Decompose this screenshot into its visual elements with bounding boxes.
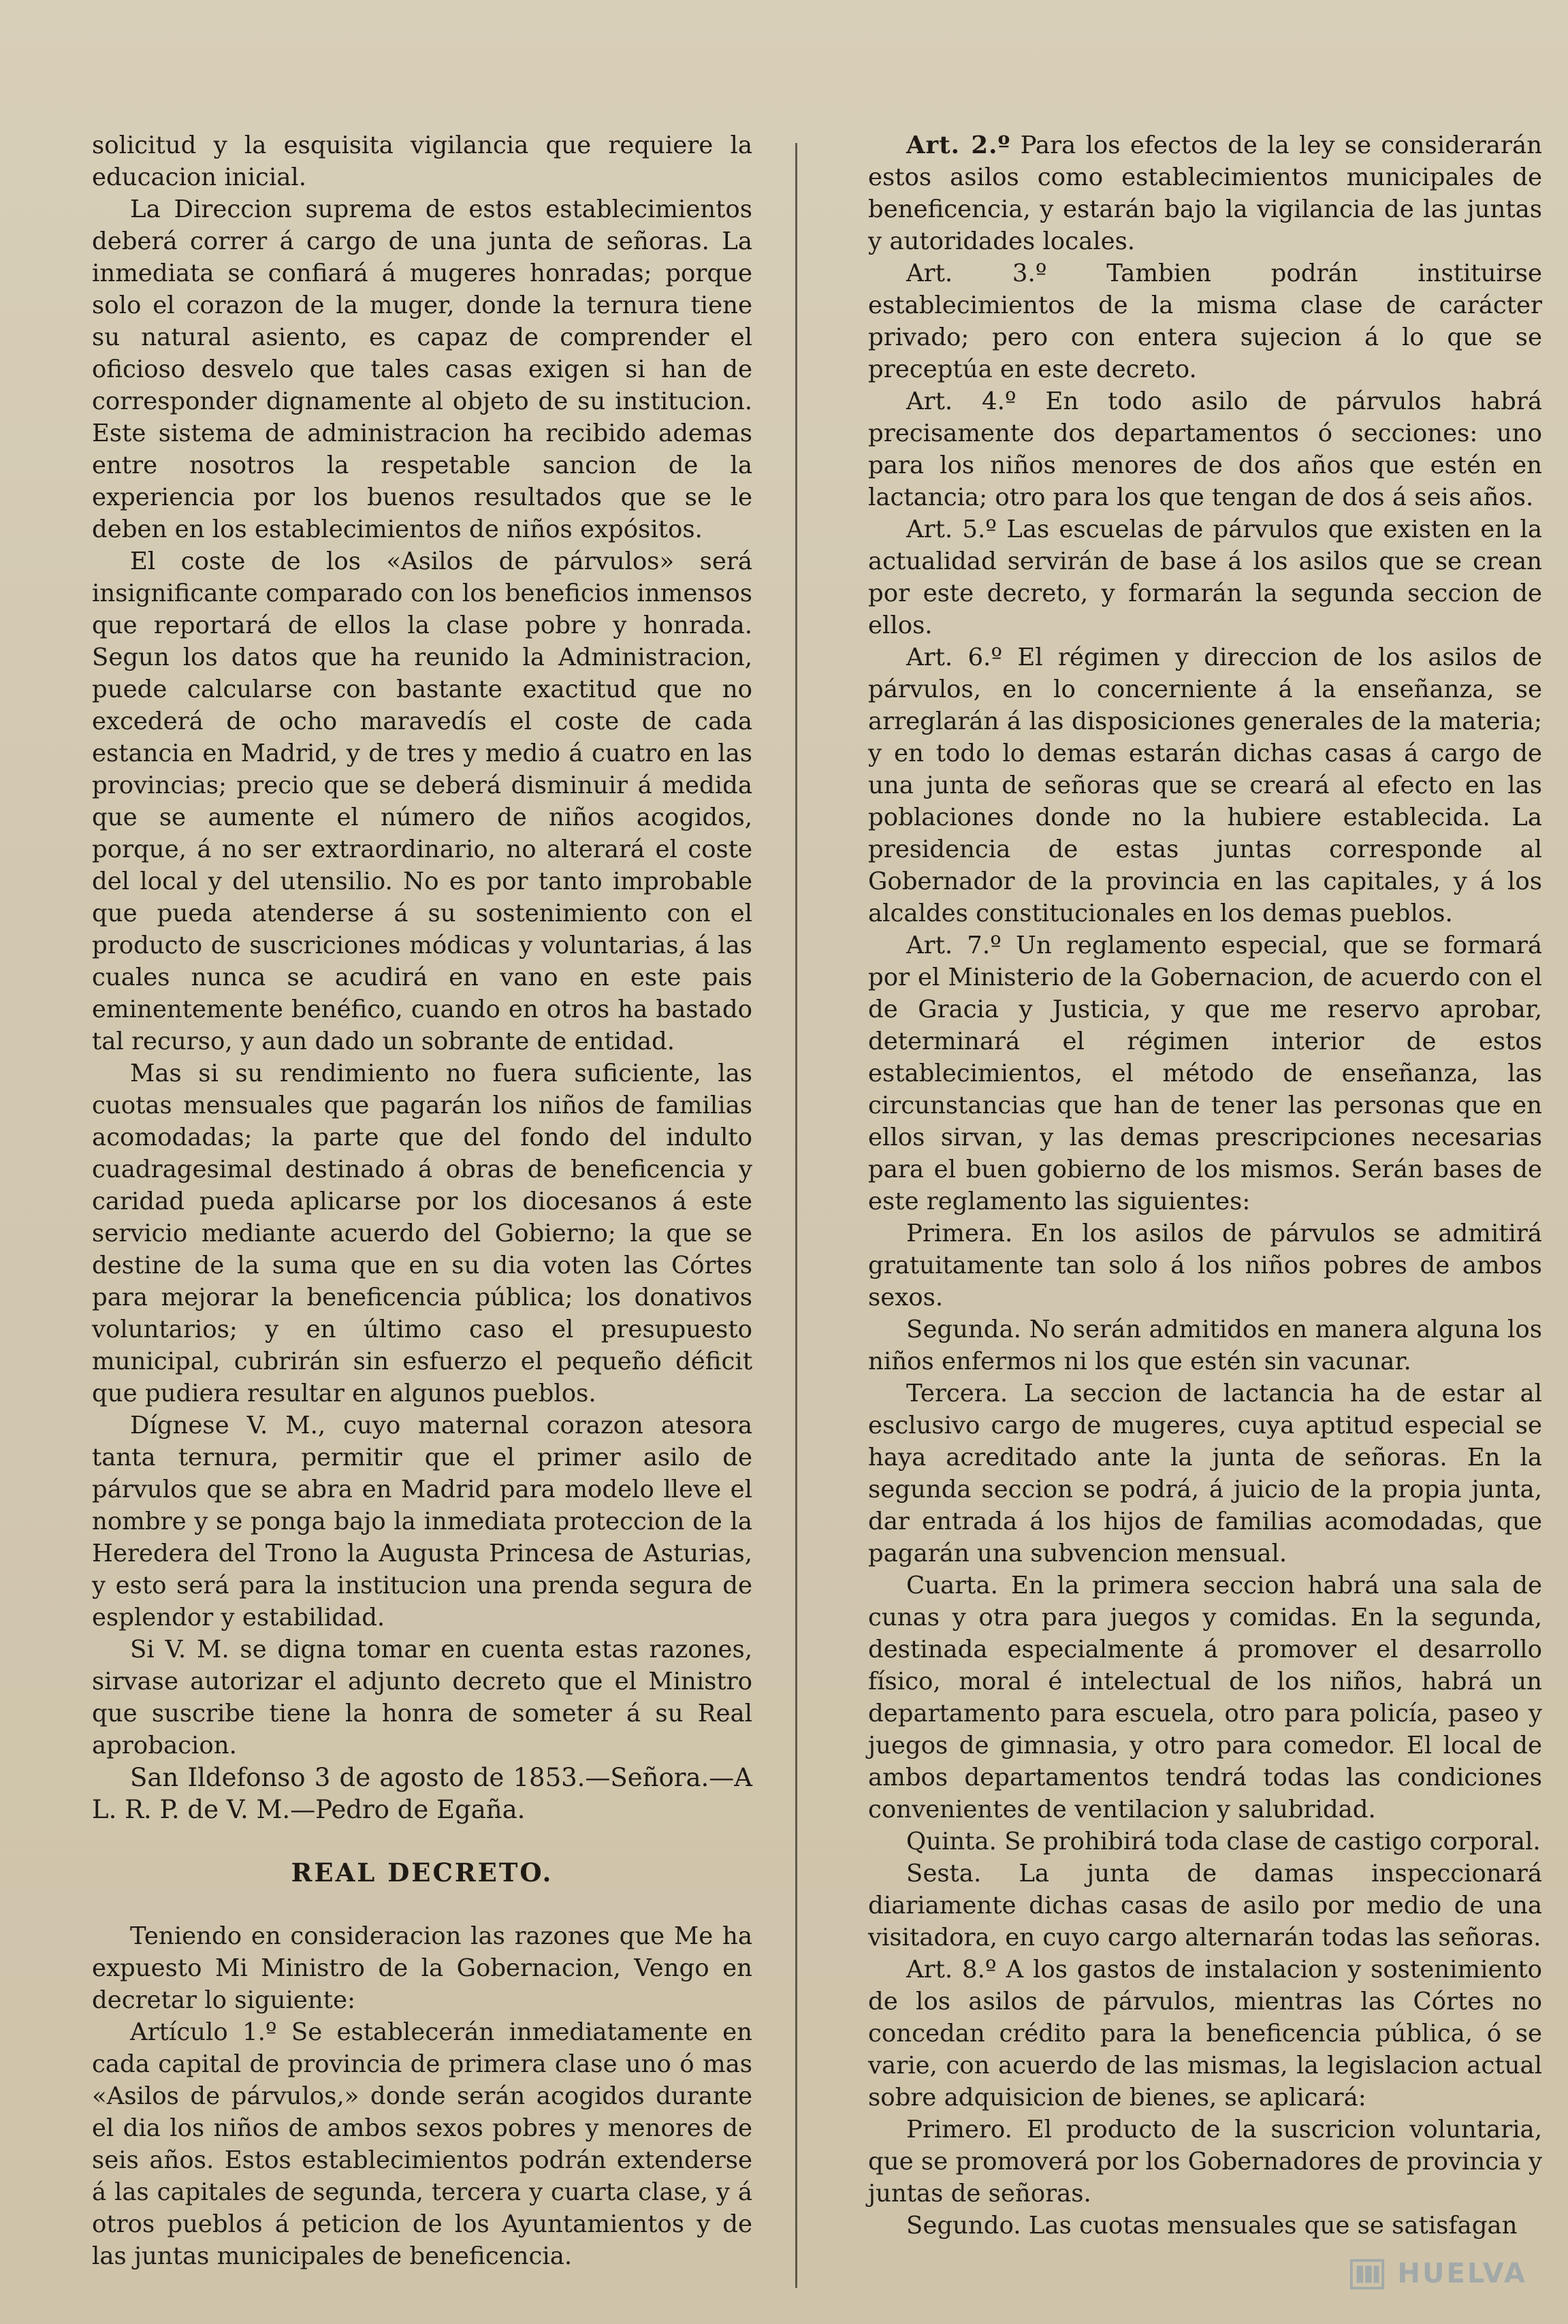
article-lead: Art. 5.º [906, 515, 997, 543]
base-lead: Sesta. [906, 1860, 982, 1888]
base-text: Se prohibirá toda clase de castigo corporal. [1004, 1828, 1541, 1856]
paragraph-1: La Direccion suprema de estos establecimientos deberá correr á cargo de una junta de señoras. La inmediata se confiará á mugeres honradas; porque solo el corazon de la muger, donde la ternura tiene su natural asiento, es capaz de comprender el oficioso desvelo que tales casas exigen si han de corresponder dignamente al objeto de su institucion. Este sistema de administracion ha recibido ademas entre nosotros la respetable sancion de la experiencia por los buenos resultados que se le deben en los establecimientos de niños expósitos. [92, 195, 752, 543]
article-text: Tambien podrán instituirse establecimientos de la misma clase de carácter privado; pero con entera sujecion á lo que se preceptúa en este decreto. [868, 259, 1542, 383]
base-text: En la primera seccion habrá una sala de cunas y otra para juegos y comidas. En la segunda, destinada especialmente á promover el desarrollo físico, moral é intelectual de los niños, habrá un departamento para escuela, otro para policía, paseo y juegos de gimnasia, y otro para comedor. El local de ambos departamentos tendrá todas las condiciones convenientes de ventilacion y salubridad. [868, 1572, 1542, 1824]
article-item [868, 929, 1542, 1217]
article-text: Las escuelas de párvulos que existen en la actualidad servirán de base á los asilos que se crean por este decreto, y formarán la segunda seccion de ellos. [868, 515, 1542, 639]
left-column [92, 129, 752, 2272]
base-lead: Tercera. [906, 1380, 1008, 1407]
base-lead: Quinta. [906, 1828, 997, 1856]
funding-text: El producto de la suscricion voluntaria, que se promoverá por los Gobernadores de provincia y juntas de señoras. [868, 2116, 1542, 2208]
article-text: El régimen y direccion de los asilos de párvulos, en lo concerniente á la enseñanza, se arreglarán á las disposiciones generales de la materia; y en todo lo demas estarán dichas casas á cargo de una junta de señoras que se creará al efecto en las poblaciones donde no la hubiere establecida. La presidencia de estas juntas corresponde al Gobernador de la provincia en las capitales, y á los alcaldes constitucionales en los demas pueblos. [868, 643, 1542, 927]
article-1-text: Se establecerán inmediatamente en cada capital de provincia de primera clase uno ó mas «Asilos de párvulos,» donde serán acogidos durante el dia los niños de ambos sexos pobres y menores de seis años. Estos establecimientos podrán extenderse á las capitales de segunda, tercera y cuarta clase, y á otros pueblos á peticion de los Ayuntamientos y de las juntas municipales de beneficencia. [92, 2018, 753, 2270]
article-text: Para los efectos de la ley se considerarán estos asilos como establecimientos municipales de beneficencia, y estarán bajo la vigilancia de las juntas y autoridades locales. [868, 131, 1542, 255]
decree-intro: Teniendo en consideracion las razones que Me ha expuesto Mi Ministro de la Gobernacion, Vengo en decretar lo siguiente: [92, 1922, 752, 2014]
base-item [868, 1826, 1542, 1858]
article-text: Un reglamento especial, que se formará por el Ministerio de la Gobernacion, de acuerdo con el de Gracia y Justicia, y que me reservo aprobar, determinará el régimen interior de estos establecimientos, el método de enseñanza, las circunstancias que han de tener las personas que en ellos sirvan, y las demas prescripciones necesarias para el buen gobierno de los mismos. Serán bases de este reglamento las siguientes: [868, 932, 1542, 1215]
article-1-lead: Artículo 1.º [130, 2018, 277, 2046]
paragraph-3: Mas si su rendimiento no fuera suficiente, las cuotas mensuales que pagarán los niños de familias acomodadas; la parte que del fondo del indulto cuadragesimal destinado á obras de beneficencia y caridad pueda aplicarse por los diocesanos á este servicio mediante acuerdo del Gobierno; la que se destine de la suma que en su dia voten las Córtes para mejorar la beneficencia pública; los donativos voluntarios; y en último caso el presupuesto municipal, cubrirán sin esfuerzo el pequeño déficit que pudiera resultar en algunos pueblos. [92, 1060, 752, 1407]
article-item [868, 513, 1542, 641]
article-item [868, 257, 1542, 385]
base-lead: Primera. [906, 1220, 1013, 1247]
article-item [868, 1954, 1542, 2114]
funding-item [868, 2210, 1542, 2242]
library-watermark [1347, 2254, 1527, 2293]
article-item [868, 129, 1542, 257]
base-lead: Segunda. [906, 1316, 1021, 1343]
article-lead: Art. 4.º [906, 387, 1017, 415]
base-item [868, 1314, 1542, 1378]
base-item [868, 1217, 1542, 1314]
base-item [868, 1570, 1542, 1826]
base-text: En los asilos de párvulos se admitirá gratuitamente tan solo á los niños pobres de ambos sexos. [868, 1220, 1542, 1311]
article-lead: Art. 3.º [906, 259, 1047, 287]
base-text: La seccion de lactancia ha de estar al esclusivo cargo de mugeres, cuya aptitud especial se haya acreditado ante la junta de señoras. En la segunda seccion se podrá, á juicio de la propia junta, dar entrada á los hijos de familias acomodadas, que pagarán una subvencion mensual. [868, 1380, 1542, 1567]
base-text: La junta de damas inspeccionará diariamente dichas casas de asilo por medio de una visitadora, en cuyo cargo alternarán todas las señoras. [868, 1860, 1542, 1952]
article-text: A los gastos de instalacion y sostenimiento de los asilos de párvulos, mientras las Córtes no concedan crédito para la beneficencia pública, ó se varie, con acuerdo de las mismas, la legislacion actual sobre adquisicion de bienes, se aplicará: [868, 1956, 1542, 2112]
article-lead: Art. 7.º [906, 932, 1002, 959]
article-lead: Art. 2.º [906, 131, 1011, 159]
article-1 [92, 2016, 752, 2272]
funding-lead: Primero. [906, 2116, 1012, 2144]
base-item [868, 1378, 1542, 1570]
right-column [868, 129, 1542, 2242]
article-item [868, 385, 1542, 513]
article-lead: Art. 6.º [906, 643, 1003, 671]
paragraph-2: El coste de los «Asilos de párvulos» será insignificante comparado con los beneficios inmensos que reportará de ellos la clase pobre y honrada. Segun los datos que ha reunido la Administracion, puede calcularse con bastante exactitud que no excederá de ocho maravedís el coste de cada estancia en Madrid, y de tres y medio á cuatro en las provincias; precio que se deberá disminuir á medida que se aumente el número de niños acogidos, porque, á no ser extraordinario, no alterará el coste del local y del utensilio. No es por tanto improbable que pueda atenderse á su sostenimiento con el producto de suscriciones módicas y voluntarias, á las cuales nunca se acudirá en vano en este pais eminentemente benéfico, cuando en otros ha bastado tal recurso, y aun dado un sobrante de entidad. [92, 547, 752, 1055]
funding-lead: Segundo. [906, 2212, 1021, 2240]
article-text: En todo asilo de párvulos habrá precisamente dos departamentos ó secciones: uno para los niños menores de dos años que estén en lactancia; otro para los que tengan de dos á seis años. [868, 387, 1542, 511]
funding-text: Las cuotas mensuales que se satisfagan [1028, 2212, 1518, 2240]
article-item [868, 641, 1542, 929]
article-lead: Art. 8.º [906, 1956, 997, 1984]
base-item [868, 1858, 1542, 1954]
signature-line: San Ildefonso 3 de agosto de 1853.—Señora.—A L. R. P. de V. M.—Pedro de Egaña. [92, 1763, 752, 1824]
column-divider [795, 143, 797, 2288]
watermark-text: HUELVA [1397, 2258, 1527, 2289]
paragraph-5: Si V. M. se digna tomar en cuenta estas razones, sirvase autorizar el adjunto decreto que el Ministro que suscribe tiene la honra de someter á su Real aprobacion. [92, 1636, 752, 1760]
decree-heading: REAL DECRETO. [291, 1858, 554, 1888]
base-lead: Cuarta. [906, 1572, 998, 1599]
base-text: No serán admitidos en manera alguna los niños enfermos ni los que estén sin vacunar. [868, 1316, 1542, 1375]
paragraph-0: solicitud y la esquisita vigilancia que requiere la educacion inicial. [92, 131, 752, 191]
paragraph-4: Dígnese V. M., cuyo maternal corazon atesora tanta ternura, permitir que el primer asilo de párvulos que se abra en Madrid para modelo lleve el nombre y se ponga bajo la inmediata proteccion de la Heredera del Trono la Augusta Princesa de Asturias, y esto será para la institucion una prenda segura de esplendor y estabilidad. [92, 1412, 752, 1631]
funding-item [868, 2114, 1542, 2210]
library-logo-icon [1347, 2254, 1387, 2293]
